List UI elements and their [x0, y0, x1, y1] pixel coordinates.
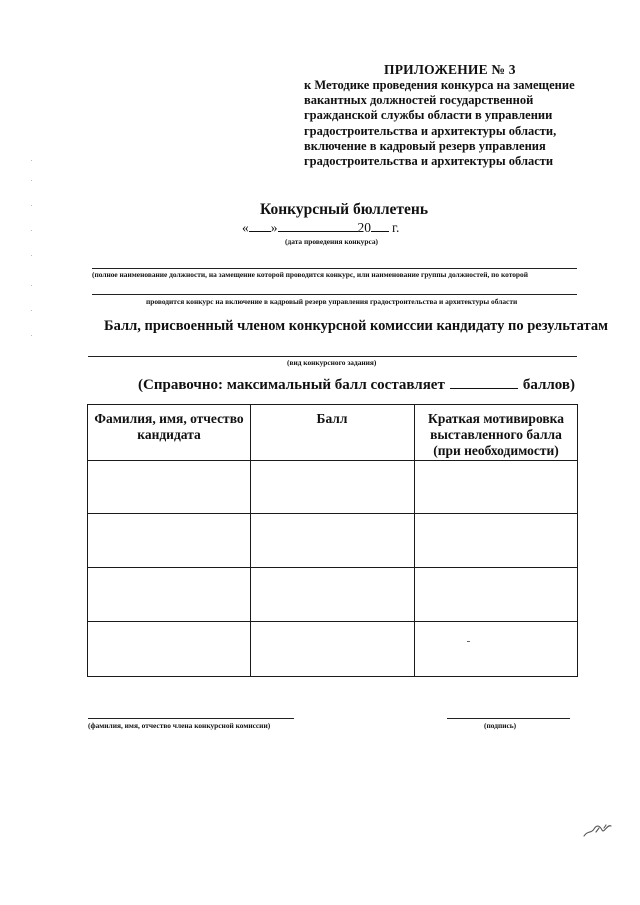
appendix-line: к Методике проведения конкурса на замещение: [304, 78, 575, 92]
member-name-line: [88, 718, 294, 719]
position-line-1: [92, 268, 577, 269]
score-heading: Балл, присвоенный членом конкурсной комиссии кандидату по результатам: [104, 318, 608, 334]
year-blank: [371, 221, 389, 232]
appendix-line: вакантных должностей государственной: [304, 93, 534, 108]
date-line: [242, 220, 399, 236]
date-year-suffix: г.: [392, 220, 400, 235]
appendix-line: гражданской службы области в управлении: [304, 108, 553, 123]
table-row-divider: [87, 460, 578, 461]
position-caption-2: проводится конкурс на включение в кадровый резерв управления градостроительства и архитектуры области: [146, 297, 518, 306]
position-line-2: [92, 294, 577, 295]
stray-mark: [467, 641, 470, 642]
appendix-line: градостроительства и архитектуры области: [304, 154, 554, 169]
table-column-divider: [250, 404, 251, 677]
appendix-description: [304, 78, 604, 169]
scan-margin-dots: [31, 160, 33, 340]
task-line: [88, 356, 577, 357]
reference-suffix: баллов): [522, 377, 576, 393]
date-year-prefix: 20: [357, 220, 371, 235]
task-caption: (вид конкурсного задания): [287, 358, 377, 367]
max-score-reference: [138, 376, 575, 394]
month-blank: [278, 221, 358, 232]
day-blank: [249, 221, 271, 232]
table-row-divider: [87, 513, 578, 514]
bulletin-title: Конкурсный бюллетень: [260, 201, 429, 218]
appendix-line: включение в кадровый резерв управления: [304, 138, 546, 153]
position-caption-1: (полное наименование должности, на замещение которой проводится конкурс, или наименование группы должностей, по которой: [92, 270, 528, 279]
member-name-caption: (фамилия, имя, отчество члена конкурсной комиссии): [88, 721, 271, 730]
signature-caption: (подпись): [484, 721, 517, 730]
header-score: Балл: [316, 411, 348, 426]
table-row-divider: [87, 567, 578, 568]
appendix-line: градостроительства и архитектуры области,: [304, 123, 557, 138]
appendix-title: ПРИЛОЖЕНИЕ № 3: [384, 62, 516, 77]
header-candidate-name: Фамилия, имя, отчество кандидата: [94, 411, 244, 442]
table-row-divider: [87, 621, 578, 622]
handwritten-signature-mark: [582, 820, 616, 840]
reference-prefix: (Справочно: максимальный балл составляет: [138, 377, 445, 393]
max-score-blank: [450, 376, 518, 389]
date-caption: (дата проведения конкурса): [285, 237, 379, 246]
signature-line: [447, 718, 570, 719]
date-open-quote: «: [242, 220, 249, 235]
table-column-divider: [414, 404, 415, 677]
date-close-quote: »: [270, 220, 278, 235]
header-motivation: Краткая мотивировка выставленного балла (при необходимости): [428, 411, 564, 458]
